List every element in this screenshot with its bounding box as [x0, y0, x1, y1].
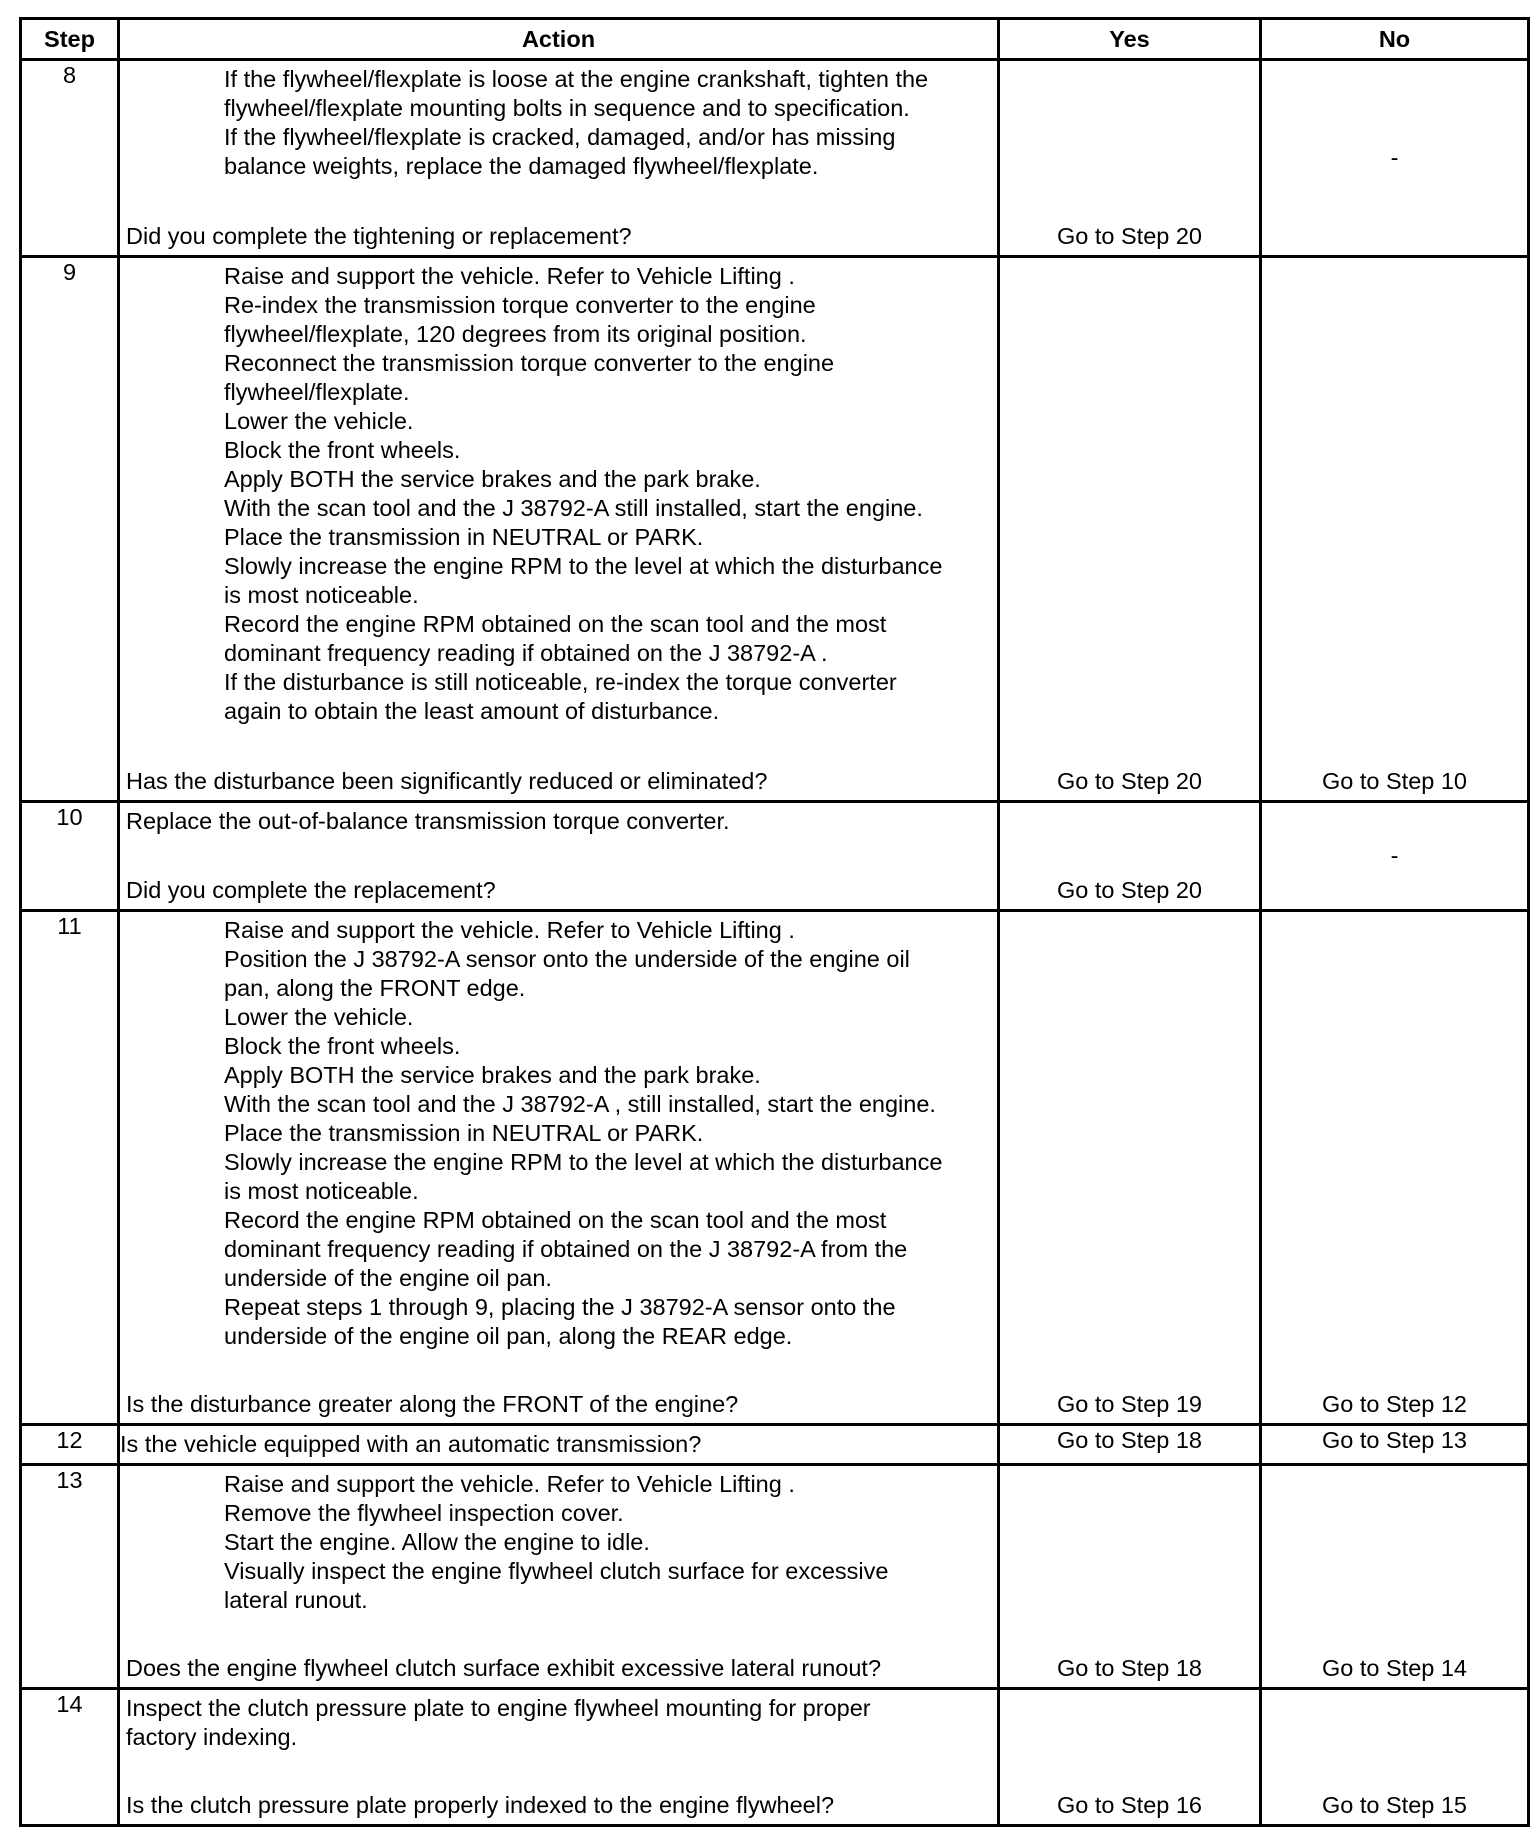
- action-question: Does the engine flywheel clutch surface exhibit excessive lateral runout?: [126, 1655, 882, 1681]
- table-row: [21, 257, 1529, 802]
- action-line: If the flywheel/flexplate is loose at the engine crankshaft, tighten the: [224, 66, 929, 92]
- action-cell: [119, 1689, 999, 1826]
- action-line: Remove the flywheel inspection cover.: [224, 1500, 624, 1526]
- action-line: underside of the engine oil pan.: [224, 1265, 552, 1291]
- table-row: [21, 1689, 1529, 1826]
- no-result: Go to Step 12: [1321, 1391, 1468, 1417]
- step-number: 14: [21, 1689, 119, 1826]
- no-cell: [1261, 911, 1529, 1425]
- yes-cell: [999, 1689, 1261, 1826]
- action-line: pan, along the FRONT edge.: [224, 975, 526, 1001]
- action-line: is most noticeable.: [224, 582, 419, 608]
- action-line: flywheel/flexplate mounting bolts in sequence and to specification.: [224, 95, 910, 121]
- action-line: Apply BOTH the service brakes and the park brake.: [224, 466, 761, 492]
- yes-cell: [999, 257, 1261, 802]
- yes-cell: [999, 1465, 1261, 1689]
- action-line: dominant frequency reading if obtained on the J 38792-A .: [224, 640, 828, 666]
- action-line: Raise and support the vehicle. Refer to Vehicle Lifting .: [224, 263, 795, 289]
- action-line: Repeat steps 1 through 9, placing the J 38792-A sensor onto the: [224, 1294, 896, 1320]
- action-question: Is the clutch pressure plate properly indexed to the engine flywheel?: [126, 1792, 835, 1818]
- yes-result: Go to Step 20: [1056, 768, 1203, 794]
- no-cell: [1261, 60, 1529, 257]
- step-number: 13: [21, 1465, 119, 1689]
- action-line: Block the front wheels.: [224, 437, 461, 463]
- action-line: is most noticeable.: [224, 1178, 419, 1204]
- action-line: flywheel/flexplate, 120 degrees from its original position.: [224, 321, 807, 347]
- action-line: If the flywheel/flexplate is cracked, damaged, and/or has missing: [224, 124, 896, 150]
- yes-result: Go to Step 18: [999, 1425, 1261, 1465]
- action-line: Start the engine. Allow the engine to idle.: [224, 1529, 650, 1555]
- header-no: No: [1261, 19, 1529, 60]
- yes-result: Go to Step 18: [1056, 1655, 1203, 1681]
- action-line: again to obtain the least amount of disturbance.: [224, 698, 720, 724]
- action-line: Re-index the transmission torque converter to the engine: [224, 292, 816, 318]
- header-row: [21, 19, 1529, 60]
- action-line: Position the J 38792-A sensor onto the underside of the engine oil: [224, 946, 910, 972]
- action-cell: [119, 802, 999, 911]
- action-line: Visually inspect the engine flywheel clutch surface for excessive: [224, 1558, 889, 1584]
- action-line: Lower the vehicle.: [224, 408, 414, 434]
- action-line: factory indexing.: [126, 1724, 298, 1750]
- no-result: -: [1390, 144, 1399, 171]
- table-row: [21, 1465, 1529, 1689]
- header-action: Action: [119, 19, 999, 60]
- table-row: [21, 1425, 1529, 1465]
- no-cell: [1261, 1465, 1529, 1689]
- action-line: flywheel/flexplate.: [224, 379, 410, 405]
- action-line: Replace the out-of-balance transmission torque converter.: [126, 808, 730, 834]
- no-result: Go to Step 10: [1321, 768, 1468, 794]
- action-line: Raise and support the vehicle. Refer to Vehicle Lifting .: [224, 917, 795, 943]
- action-question: Is the vehicle equipped with an automatic transmission?: [119, 1425, 999, 1465]
- action-line: Inspect the clutch pressure plate to engine flywheel mounting for proper: [126, 1695, 871, 1721]
- header-yes: Yes: [999, 19, 1261, 60]
- step-number: 10: [21, 802, 119, 911]
- yes-cell: [999, 60, 1261, 257]
- action-line: Raise and support the vehicle. Refer to Vehicle Lifting .: [224, 1471, 795, 1497]
- action-line: lateral runout.: [224, 1587, 368, 1613]
- yes-cell: [999, 802, 1261, 911]
- action-line: With the scan tool and the J 38792-A still installed, start the engine.: [224, 495, 923, 521]
- action-line: Block the front wheels.: [224, 1033, 461, 1059]
- action-line: Place the transmission in NEUTRAL or PARK.: [224, 1120, 704, 1146]
- yes-cell: [999, 911, 1261, 1425]
- action-line: Slowly increase the engine RPM to the level at which the disturbance: [224, 1149, 943, 1175]
- action-line: With the scan tool and the J 38792-A , still installed, start the engine.: [224, 1091, 936, 1117]
- action-line: balance weights, replace the damaged flywheel/flexplate.: [224, 153, 819, 179]
- action-question: Is the disturbance greater along the FRONT of the engine?: [126, 1391, 739, 1417]
- diagnostic-table: [19, 17, 1530, 1827]
- yes-result: Go to Step 20: [1056, 223, 1203, 249]
- yes-result: Go to Step 16: [1056, 1792, 1203, 1818]
- no-cell: [1261, 802, 1529, 911]
- action-line: If the disturbance is still noticeable, re-index the torque converter: [224, 669, 897, 695]
- no-cell: [1261, 1689, 1529, 1826]
- yes-result: Go to Step 20: [1056, 877, 1203, 903]
- action-cell: [119, 911, 999, 1425]
- yes-result: Go to Step 19: [1056, 1391, 1203, 1417]
- action-question: Has the disturbance been significantly reduced or eliminated?: [126, 768, 768, 794]
- no-result: Go to Step 15: [1321, 1792, 1468, 1818]
- action-line: Slowly increase the engine RPM to the level at which the disturbance: [224, 553, 943, 579]
- table-row: [21, 60, 1529, 257]
- step-number: 9: [21, 257, 119, 802]
- no-result: -: [1390, 842, 1399, 869]
- step-number: 8: [21, 60, 119, 257]
- action-line: dominant frequency reading if obtained on the J 38792-A from the: [224, 1236, 908, 1262]
- action-cell: [119, 60, 999, 257]
- action-line: Apply BOTH the service brakes and the park brake.: [224, 1062, 761, 1088]
- action-line: underside of the engine oil pan, along the REAR edge.: [224, 1323, 793, 1349]
- no-result: Go to Step 13: [1261, 1425, 1529, 1465]
- table-row: [21, 802, 1529, 911]
- step-number: 12: [21, 1425, 119, 1465]
- no-result: Go to Step 14: [1321, 1655, 1468, 1681]
- action-line: Place the transmission in NEUTRAL or PARK.: [224, 524, 704, 550]
- action-cell: [119, 257, 999, 802]
- action-question: Did you complete the tightening or replacement?: [126, 223, 632, 249]
- action-line: Record the engine RPM obtained on the scan tool and the most: [224, 611, 887, 637]
- no-cell: [1261, 257, 1529, 802]
- action-question: Did you complete the replacement?: [126, 877, 496, 903]
- header-step: Step: [21, 19, 119, 60]
- step-number: 11: [21, 911, 119, 1425]
- action-line: Lower the vehicle.: [224, 1004, 414, 1030]
- table-row: [21, 911, 1529, 1425]
- action-line: Record the engine RPM obtained on the scan tool and the most: [224, 1207, 887, 1233]
- action-line: Reconnect the transmission torque converter to the engine: [224, 350, 835, 376]
- action-cell: [119, 1465, 999, 1689]
